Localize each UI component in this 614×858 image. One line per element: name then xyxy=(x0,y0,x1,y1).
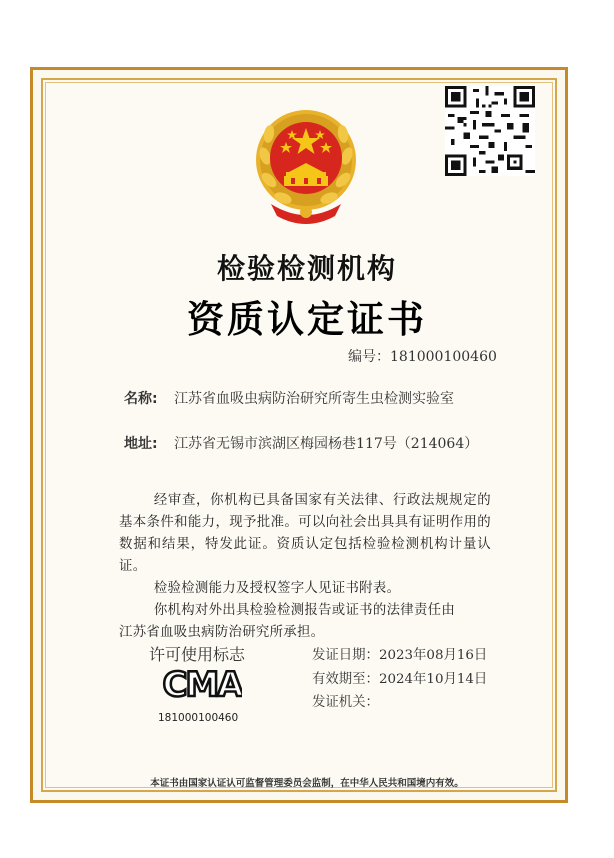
certificate-number-value: 181000100460 xyxy=(390,349,497,365)
body-paragraph: 你机构对外出具检验检测报告或证书的法律责任由 xyxy=(153,603,456,618)
certificate-dates xyxy=(312,644,487,715)
issue-date-label: 发证日期： xyxy=(312,648,379,663)
certificate-number-label: 编号： xyxy=(348,349,390,365)
institution-address-label: 地址: xyxy=(124,436,158,452)
certificate-title-line2: 资质认定证书 xyxy=(187,298,427,341)
certificate-title-line1: 检验检测机构 xyxy=(216,252,397,285)
certificate-body xyxy=(119,490,491,644)
valid-until-label: 有效期至： xyxy=(312,671,379,687)
institution-address-value: 江苏省无锡市滨湖区梅园杨巷117号（214064） xyxy=(174,436,479,452)
body-paragraph: 江苏省血吸虫病防治研究所承担。 xyxy=(119,625,325,640)
cma-logo-text: CMA xyxy=(162,665,242,704)
certificate-footer: 本证书由国家认证认可监督管理委员会监制，在中华人民共和国境内有效。 xyxy=(150,778,464,789)
issue-date-row xyxy=(312,644,487,668)
national-emblem-icon xyxy=(251,108,361,228)
license-mark-title: 许可使用标志 xyxy=(149,645,246,664)
qr-code-icon[interactable] xyxy=(445,86,535,176)
institution-address-row xyxy=(124,433,478,453)
institution-name-row xyxy=(124,388,454,408)
valid-until-row xyxy=(312,668,487,692)
body-paragraph: 检验检测能力及授权签字人见证书附表。 xyxy=(153,581,401,596)
license-mark-number: 181000100460 xyxy=(158,712,239,724)
issuer-row xyxy=(312,691,487,715)
cma-logo-icon xyxy=(162,664,242,704)
certificate-number xyxy=(348,346,497,366)
institution-name-value: 江苏省血吸虫病防治研究所寄生虫检测实验室 xyxy=(174,391,455,407)
issue-date-value: 2023年08月16日 xyxy=(378,648,488,663)
institution-name-label: 名称: xyxy=(124,391,158,407)
body-paragraph: 经审查，你机构已具备国家有关法律、行政法规规定的基本条件和能力，现予批准。可以向社会出具具有证明作用的数据和结果，特发此证。资质认定包括检验检测机构计量认证。 xyxy=(119,493,491,574)
issuer-label: 发证机关： xyxy=(312,695,379,710)
valid-until-value: 2024年10月14日 xyxy=(378,671,488,687)
